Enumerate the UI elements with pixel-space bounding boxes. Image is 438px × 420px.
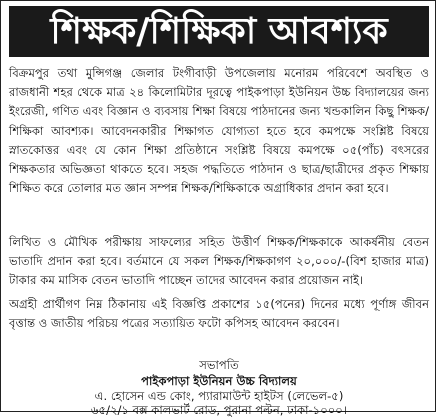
signatory-title: সভাপতি [199, 358, 239, 372]
address-line-2: ৬৫/২/১ বক্স কালভার্ট রোড, পুরানা পল্টন, ঢাকা-১০০০। [91, 403, 347, 417]
address-line-1: এ. হোসেন এন্ড কোং, প্যারামাউন্ট হাইটস (লেভেল-৫) [94, 389, 344, 403]
ad-title-banner [9, 6, 429, 57]
salary-paragraph: লিখিত ও মৌখিক পরীক্ষায় সাফল্যের সহিত উত্তীর্ণ শিক্ষক/শিক্ষকাকে আকর্ষনীয় বেতন ভাতাদি প্রদান করা হবে। বর্তমানে যে সকল শিক্ষক/শিক্ষকাগণ ২০,০০০/-(বিশ হাজার মাত্র) টাকার কম মাসিক বেতন ভাতাদি পাচ্ছেন তাদের আবেদন করার প্রয়োজন নাই। [9, 235, 429, 288]
requirements-paragraph: বিক্রমপুর তথা মুন্সিগঞ্জ জেলার টংগীবাড়ী উপজেলায় মনোরম পরিবেশে অবস্থিত ও রাজধানী শহর থেকে মাত্র ২৪ কিলোমিটার দূরত্বে পাইকপাড়া ইউনিয়ন উচ্চ বিদ্যালয়ের জন্য ইংরেজী, গণিত এবং বিজ্ঞান ও ব্যবসায় শিক্ষা বিষয়ে পাঠদানের জন্য খন্ডকালিন কিছু শিক্ষক/শিক্ষিকা আবশ্যক। আবেদনকারীর শিক্ষাগত যোগ্যতা হতে হবে কমপক্ষে সংশ্লিষ্ট বিষয়ে স্নাতকোত্তর এবং যে কোন শিক্ষা প্রতিষ্ঠানে সংশ্লিষ্ট বিষয়ে কমপক্ষে ০৫(পাঁচ) বৎসরের শিক্ষকতার অভিজ্ঞতা থাকতে হবে। সহজ পদ্ধতিতে পাঠদান ও ছাত্র/ছাত্রীদের প্রকৃত শিক্ষায় শিক্ষিত করে তোলার মত জ্ঞান সম্পন্ন শিক্ষক/শিক্ষিকাকে অগ্রাধিকার প্রদান করা হবে। [9, 66, 429, 196]
ad-title: শিক্ষক/শিক্ষিকা আবশ্যক [50, 10, 388, 52]
school-name: পাইকপাড়া ইউনিয়ন উচ্চ বিদ্যালয় [141, 374, 297, 388]
application-paragraph: অগ্রহী প্রার্থীগণ নিম্ন ঠিকানায় এই বিজ্ঞপ্তি প্রকাশের ১৫(পনের) দিনের মধ্যে পূর্ণাঙ্গ জীবন বৃত্তান্ত ও জাতীয় পরিচয় পত্রের সত্যায়িত ফটো কপিসহ আবেদন করবেন। [9, 297, 429, 331]
